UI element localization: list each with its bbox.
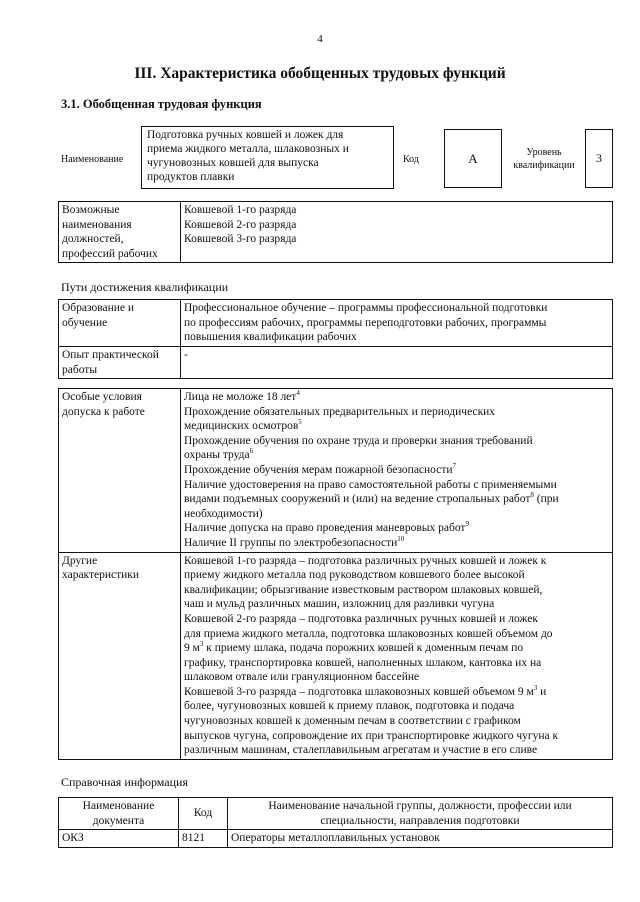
admission-line: Прохождение обязательных предварительных и периодических [184, 405, 496, 418]
education-value-line: Профессиональное обучение – программы профессиональной подготовки [184, 302, 548, 314]
name-label: Наименование [61, 154, 124, 165]
table-row [59, 552, 613, 759]
reference-title: Справочная информация [61, 775, 188, 789]
admission-label [59, 389, 181, 553]
page-number: 4 [317, 33, 323, 45]
other-line: приему жидкого металла под руководством ковшевого более высокой [184, 569, 525, 582]
other-label-line: Другие [62, 554, 98, 567]
other-line: Ковшевой 1-го разряда – подготовка различных ручных ковшей и ложек к [184, 554, 547, 567]
admission-line: охраны труда$^6$ [184, 447, 254, 462]
admission-value [181, 389, 613, 553]
admission-line: Прохождение обучения мерам пожарной безопасности$^7$ [184, 462, 457, 476]
other-value [181, 552, 613, 759]
admission-line: Наличие допуска на право проведения маневровых работ$^9$ [184, 520, 469, 535]
other-line: Ковшевой 2-го разряда – подготовка различных ручных ковшей и ложек [184, 612, 538, 625]
function-name-box [141, 126, 394, 189]
experience-value: - [181, 347, 613, 379]
other-line: различным машинам, сталеплавильным агрегатам и участие в его сливе [184, 744, 538, 757]
other-line: шлаковом отвале или грануляционном бассейне [184, 671, 420, 684]
other-line: чаш и мульд различных машин, изложниц для разливки чугуна [184, 598, 495, 611]
table-row [59, 798, 613, 830]
function-name-line: приема жидкого металла, шлаковозных и [147, 143, 349, 155]
experience-label-line: работы [62, 363, 98, 376]
conditions-table [58, 388, 613, 760]
other-line: чугуновозных ковшей к доменным печам в соответствии с графиком [184, 715, 521, 728]
positions-label-line: профессий рабочих [62, 247, 158, 260]
code-label: Код [403, 154, 419, 165]
reference-table [58, 797, 613, 848]
admission-line: Наличие удостоверения на право самостоятельной работы с применяемыми [184, 478, 557, 491]
function-name-line: Подготовка ручных ковшей и ложек для [147, 129, 344, 141]
level-label-line: Уровень [526, 147, 562, 158]
reference-header-name: Наименование начальной группы, должности, профессии или специальности, направления подготовки [228, 798, 613, 830]
education-label-line: Образование и [62, 302, 135, 314]
positions-label-line: Возможные [62, 204, 120, 216]
position-item: Ковшевой 1-го разряда [184, 204, 297, 216]
function-name-line: чугуновозных ковшей для выпуска [147, 157, 319, 169]
level-label-line: квалификации [513, 160, 575, 171]
table-row [59, 347, 613, 379]
other-line: графику, транспортировка ковшей, наполненных шлаком, кантовка их на [184, 656, 542, 669]
education-label [59, 300, 181, 347]
position-item: Ковшевой 3-го разряда [184, 233, 297, 246]
experience-label-line: Опыт практической [62, 349, 159, 361]
education-value [181, 300, 613, 347]
admission-label-line: допуска к работе [62, 405, 145, 418]
position-item: Ковшевой 2-го разряда [184, 218, 297, 231]
reference-doc-cell: ОКЗ [59, 830, 179, 848]
subsection-title: 3.1. Обобщенная трудовая функция [61, 97, 262, 111]
positions-list [181, 202, 613, 263]
table-row [59, 202, 613, 263]
education-label-line: обучение [62, 316, 108, 329]
function-name-line: продуктов плавки [147, 171, 235, 183]
admission-line: Лица не моложе 18 лет$^4$ [184, 389, 300, 403]
admission-line: Наличие II группы по электробезопасности$^{10}$ [184, 535, 405, 549]
table-row [59, 300, 613, 347]
level-label [509, 146, 579, 172]
positions-table [58, 201, 613, 263]
other-label-line: характеристики [62, 569, 140, 582]
admission-line: медицинских осмотров$^5$ [184, 418, 302, 433]
admission-line: необходимости) [184, 507, 263, 520]
education-table [58, 299, 613, 379]
other-line: квалификации; обрызгивание известковым раствором шлаковых ковшей, [184, 583, 543, 596]
other-line: 9 $м^3$ к приему шлака, подача порожних ковшей к доменным печам по [184, 640, 524, 655]
table-row [59, 830, 613, 848]
admission-line: видами подъемных сооружений и (или) на ведение стропальных работ$^8$ (при [184, 491, 559, 506]
reference-name-cell: Операторы металлоплавильных установок [228, 830, 613, 848]
other-line: для приема жидкого металла, подготовка шлаковозных ковшей объемом до [184, 627, 553, 640]
table-row [59, 389, 613, 553]
positions-label-line: должностей, [62, 233, 124, 246]
other-line: более, чугуновозных ковшей к приему плавок, подготовка и подача [184, 700, 515, 713]
education-value-line: по профессиям рабочих, программы переподготовки рабочих, программы [184, 316, 547, 329]
reference-code-cell: 8121 [179, 830, 228, 848]
other-line: выпусков чугуна, сопровождение их при транспортировке жидкого чугуна к [184, 729, 559, 742]
admission-line: Прохождение обучения по охране труда и проверки знания требований [184, 434, 533, 447]
education-value-line: повышения квалификации рабочих [184, 331, 357, 344]
other-label [59, 552, 181, 759]
other-line: Ковшевой 3-го разряда – подготовка шлаковозных ковшей объемом 9 $м^3$ и [184, 684, 547, 698]
reference-header-code: Код [179, 798, 228, 830]
section-title: III. Характеристика обобщенных трудовых функций [134, 65, 506, 82]
level-value-box: 3 [585, 129, 613, 188]
experience-label [59, 347, 181, 379]
admission-label-line: Особые условия [62, 391, 142, 403]
positions-label [59, 202, 181, 263]
paths-title: Пути достижения квалификации [61, 280, 229, 294]
reference-header-doc: Наименование документа [59, 798, 179, 830]
positions-label-line: наименования [62, 218, 132, 231]
code-value-box: A [444, 129, 502, 188]
